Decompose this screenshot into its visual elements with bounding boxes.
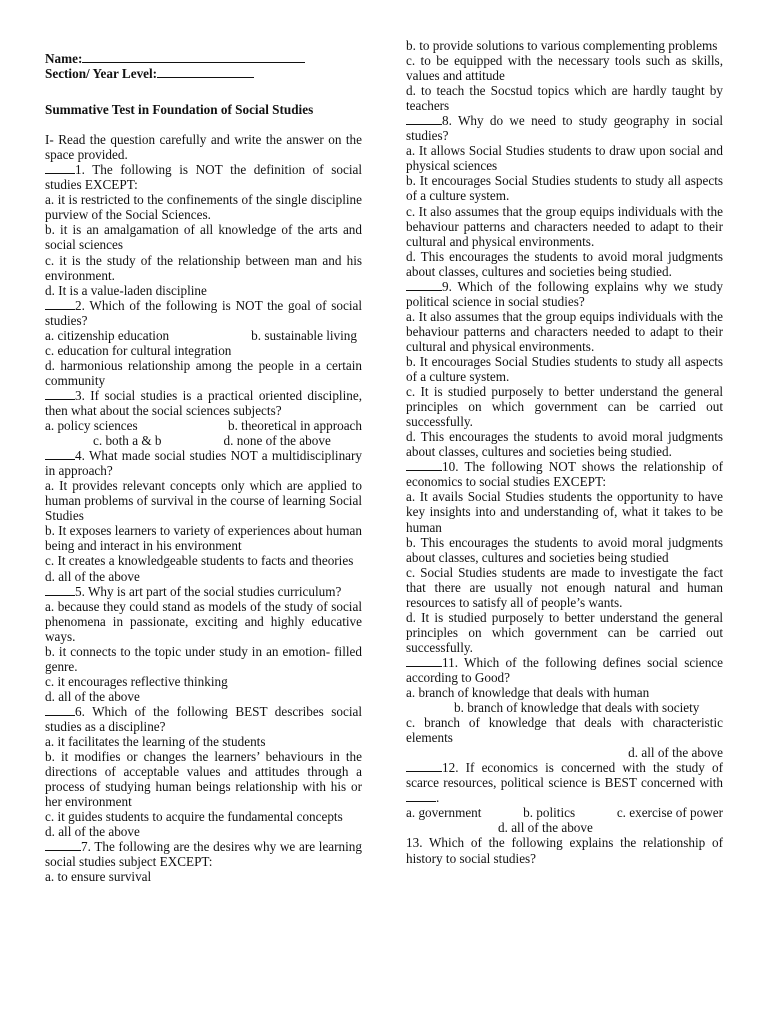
q1-choice-a: a. it is restricted to the confinements of the single discipline purview of the Social Sciences. — [45, 192, 362, 223]
answer-blank-7[interactable] — [45, 839, 81, 851]
q1-choice-b: b. it is an amalgamation of all knowledge of the arts and social sciences — [45, 222, 362, 253]
question-11: 11. Which of the following defines social science according to Good? — [406, 654, 723, 685]
question-10: 10. The following NOT shows the relationship of economics to social studies EXCEPT: — [406, 459, 723, 490]
q8-choice-a: a. It allows Social Studies students to draw upon social and physical sciences — [406, 143, 723, 174]
answer-blank-12[interactable] — [406, 760, 442, 772]
q2-choice-d: d. harmonious relationship among the people in a certain community — [45, 357, 362, 388]
name-line — [45, 51, 362, 66]
q12-choice-d: d. all of the above — [498, 820, 593, 836]
q12-choices-abc: a. government b. politics c. exercise of power — [406, 805, 723, 821]
section-label: Section/ Year Level: — [45, 66, 158, 82]
question-1: 1. The following is NOT the definition of social studies EXCEPT: — [45, 162, 362, 193]
q5-choice-a: a. because they could stand as models of the study of social phenomena in passionate, exciting and highly educative ways. — [45, 598, 362, 644]
left-column — [45, 38, 362, 884]
q11-choice-b: b. branch of knowledge that deals with society — [454, 700, 700, 716]
q12-inline-blank[interactable] — [406, 790, 436, 802]
q1-choice-d: d. It is a value-laden discipline — [45, 282, 207, 298]
q6-choice-c: c. it guides students to acquire the fundamental concepts — [45, 809, 343, 825]
q8-choice-b: b. It encourages Social Studies students to study all aspects of a culture system. — [406, 173, 723, 204]
q5-choice-b: b. it connects to the topic under study in an emotion- filled genre. — [45, 643, 362, 674]
q3-choices-cd: c. both a & b d. none of the above — [93, 433, 331, 449]
question-2: 2. Which of the following is NOT the goal of social studies? — [45, 297, 362, 328]
right-column — [406, 38, 723, 866]
q10-choice-a: a. It avails Social Studies students the opportunity to have key insights into and understanding of, what it takes to be human — [406, 489, 723, 535]
q11-choice-a: a. branch of knowledge that deals with human — [406, 685, 650, 701]
q1-choice-c: c. it is the study of the relationship between man and his environment. — [45, 252, 362, 283]
test-title: Summative Test in Foundation of Social Studies — [45, 102, 314, 118]
q9-choice-a: a. It also assumes that the group equips individuals with the behaviour patterns and characters needed to adapt to their cultural and physical environments. — [406, 308, 723, 354]
q7-choice-c: c. to be equipped with the necessary tools such as skills, values and attitude — [406, 53, 723, 84]
question-12: 12. If economics is concerned with the study of scarce resources, political science is BEST concerned with . — [406, 760, 723, 806]
section-blank[interactable] — [157, 66, 254, 78]
q10-choice-d: d. It is studied purposely to better understand the general principles on which government can be carried out successfully. — [406, 609, 723, 655]
question-3: 3. If social studies is a practical oriented discipline, then what about the social sciences subjects? — [45, 387, 362, 418]
q10-choice-c: c. Social Studies students are made to investigate the fact that there are usually not enough natural and human resources to satisfy all of people’s wants. — [406, 564, 723, 610]
question-4: 4. What made social studies NOT a multidisciplinary in approach? — [45, 448, 362, 479]
question-9: 9. Which of the following explains why we study political science in social studies? — [406, 278, 723, 309]
answer-blank-10[interactable] — [406, 459, 442, 471]
answer-blank-2[interactable] — [45, 298, 75, 310]
q8-choice-c: c. It also assumes that the group equips individuals with the behaviour patterns and characters needed to adapt to their cultural and physical environments. — [406, 203, 723, 249]
question-6: 6. Which of the following BEST describes social studies as a discipline? — [45, 703, 362, 734]
q9-choice-c: c. It is studied purposely to better understand the general principles on which government can be carried out successfully. — [406, 384, 723, 430]
answer-blank-9[interactable] — [406, 279, 442, 291]
q7-choice-a: a. to ensure survival — [45, 869, 152, 885]
q4-choice-b: b. It exposes learners to variety of experiences about human being and interact in his environment — [45, 523, 362, 554]
q4-choice-c: c. It creates a knowledgeable students to facts and theories — [45, 553, 354, 569]
instructions: I- Read the question carefully and write the answer on the space provided. — [45, 132, 362, 163]
q5-choice-d: d. all of the above — [45, 688, 140, 704]
q3-choices-ab: a. policy sciences b. theoretical in approach — [45, 418, 362, 434]
question-5: 5. Why is art part of the social studies curriculum? — [45, 584, 362, 599]
q6-choice-b: b. it modifies or changes the learners’ behaviours in the directions of acceptable values and attitudes through a process of studying human beings relationship with his or her environment — [45, 749, 362, 810]
answer-blank-1[interactable] — [45, 162, 75, 174]
answer-blank-6[interactable] — [45, 704, 75, 716]
q9-choice-b: b. It encourages Social Studies students to study all aspects of a culture system. — [406, 353, 723, 385]
q7-choice-b: b. to provide solutions to various complementing problems — [406, 38, 718, 53]
q7-choice-d: d. to teach the Socstud topics which are hardly taught by teachers — [406, 83, 723, 114]
question-7: 7. The following are the desires why we are learning social studies subject EXCEPT: — [45, 839, 362, 870]
q11-choice-d: d. all of the above — [628, 745, 723, 761]
answer-blank-8[interactable] — [406, 113, 442, 125]
answer-blank-4[interactable] — [45, 448, 75, 460]
name-blank[interactable] — [82, 51, 305, 63]
q4-choice-d: d. all of the above — [45, 568, 140, 584]
q4-choice-a: a. It provides relevant concepts only which are applied to human problems of survival in the course of learning Social Studies — [45, 478, 362, 524]
question-8: 8. Why do we need to study geography in social studies? — [406, 113, 723, 144]
name-label: Name: — [45, 51, 83, 66]
q10-choice-b: b. This encourages the students to avoid moral judgments about classes, cultures and societies being studied — [406, 534, 723, 565]
q2-choices-ab: a. citizenship education b. sustainable living — [45, 327, 357, 343]
answer-blank-3[interactable] — [45, 388, 75, 400]
q11-choice-c: c. branch of knowledge that deals with characteristic elements — [406, 715, 723, 746]
q8-choice-d: d. This encourages the students to avoid moral judgments about classes, cultures and societies being studied. — [406, 248, 723, 279]
section-line — [45, 66, 362, 81]
q2-choice-c: c. education for cultural integration — [45, 342, 232, 358]
question-13: 13. Which of the following explains the relationship of history to social studies? — [406, 835, 723, 866]
q9-choice-d: d. This encourages the students to avoid moral judgments about classes, cultures and societies being studied. — [406, 429, 723, 460]
q5-choice-c: c. it encourages reflective thinking — [45, 673, 228, 689]
answer-blank-11[interactable] — [406, 655, 442, 667]
q6-choice-a: a. it facilitates the learning of the students — [45, 734, 266, 750]
q6-choice-d: d. all of the above — [45, 824, 140, 840]
answer-blank-5[interactable] — [45, 584, 75, 596]
